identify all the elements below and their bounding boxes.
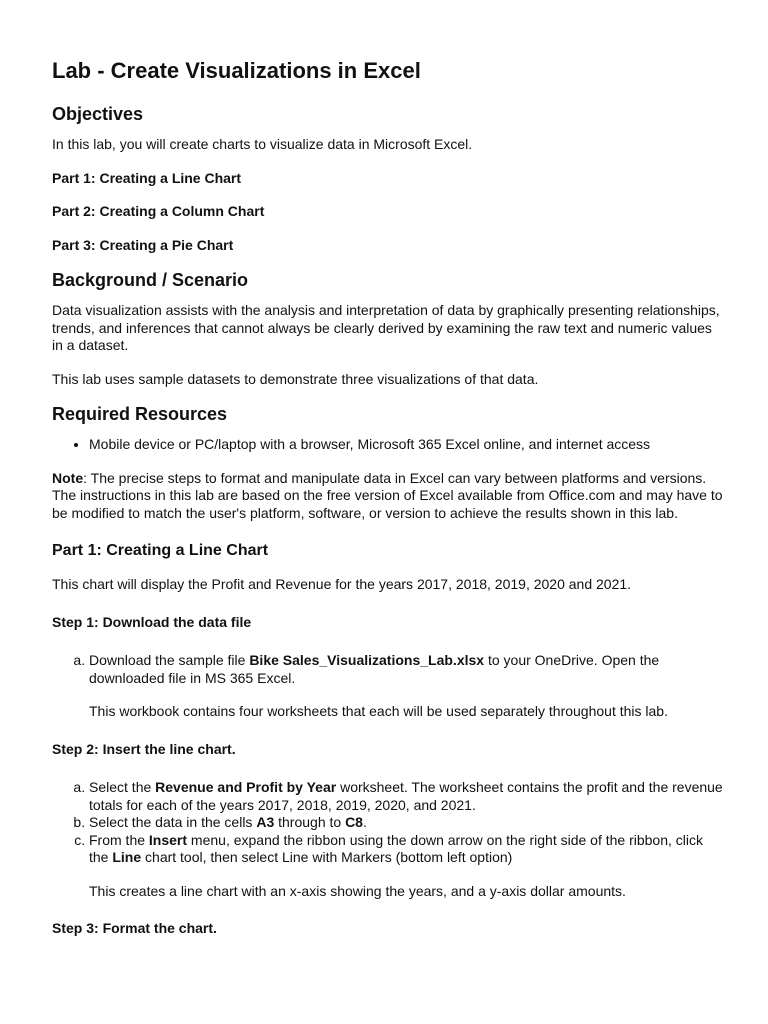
step2-item-c	[89, 832, 724, 867]
note-text: : The precise steps to format and manipulate data in Excel can vary between platforms and versions. The instructions in this lab are based on the free version of Excel available from Office.com and may have to be modified to match the user's platform, software, or version to achieve the results shown in this lab.	[52, 469, 723, 521]
worksheet-name: Revenue and Profit by Year	[155, 779, 337, 795]
background-paragraph-2: This lab uses sample datasets to demonstrate three visualizations of that data.	[52, 370, 539, 387]
resources-heading: Required Resources	[52, 404, 228, 424]
objective-part-1: Part 1: Creating a Line Chart	[52, 169, 242, 186]
cell-start: A3	[256, 814, 275, 830]
step1-item-a	[89, 652, 724, 687]
note-paragraph	[52, 470, 724, 523]
step2-list	[52, 779, 724, 867]
step2-heading: Step 2: Insert the line chart.	[52, 740, 236, 757]
step1-a-text: Download the sample file	[89, 652, 250, 668]
resources-list	[52, 436, 724, 454]
objectives-heading: Objectives	[52, 104, 144, 124]
document-page	[52, 56, 724, 959]
step2-a-text: Select the	[89, 779, 156, 795]
part1-intro: This chart will display the Profit and Revenue for the years 2017, 2018, 2019, 2020 and 2021.	[52, 576, 632, 592]
step1-a-text-end: to your OneDrive. Open the downloaded file in MS 365 Excel.	[89, 652, 660, 686]
step2-item-a	[89, 779, 724, 814]
note-label: Note	[52, 469, 84, 486]
step1-heading: Step 1: Download the data file	[52, 613, 252, 630]
insert-menu-name: Insert	[148, 831, 188, 848]
part1-heading: Part 1: Creating a Line Chart	[52, 542, 269, 559]
step2-c-mid: menu, expand the ribbon using the down arrow on the right side of the ribbon, click the	[89, 831, 704, 865]
step3-heading: Step 3: Format the chart.	[52, 920, 217, 936]
step2-c-end: chart tool, then select Line with Markers (bottom left option)	[141, 849, 513, 865]
step1-note: This workbook contains four worksheets that each will be used separately throughout this lab.	[89, 703, 668, 719]
line-tool-name: Line	[112, 849, 142, 865]
step2-b-end: .	[362, 814, 367, 830]
page-title: Lab - Create Visualizations in Excel	[52, 58, 421, 83]
step2-b-text: Select the data in the cells	[89, 814, 257, 830]
step2-a-text-end: worksheet. The worksheet contains the profit and the revenue totals for each of the years 2017, 2018, 2019, 2020, and 2021.	[89, 779, 723, 813]
background-paragraph-1: Data visualization assists with the analysis and interpretation of data by graphically presenting relationships, trends, and inferences that cannot always be clearly derived by examining the raw text and numeric values in a dataset.	[52, 302, 720, 353]
step2-note: This creates a line chart with an x-axis showing the years, and a y-axis dollar amounts.	[89, 882, 626, 899]
sample-file-name: Bike Sales_Visualizations_Lab.xlsx	[249, 652, 485, 668]
cell-end: C8	[345, 814, 363, 830]
background-heading: Background / Scenario	[52, 270, 249, 290]
step2-b-mid: through to	[274, 814, 346, 830]
objective-part-3: Part 3: Creating a Pie Chart	[52, 236, 234, 253]
resource-item: • Mobile device or PC/laptop with a browser, Microsoft 365 Excel online, and internet access	[89, 436, 724, 454]
step2-item-b	[89, 814, 724, 832]
objectives-intro: In this lab, you will create charts to visualize data in Microsoft Excel.	[52, 136, 473, 152]
objective-part-2: Part 2: Creating a Column Chart	[52, 203, 265, 219]
step2-c-text: From the	[89, 831, 149, 848]
step1-list	[52, 652, 724, 687]
